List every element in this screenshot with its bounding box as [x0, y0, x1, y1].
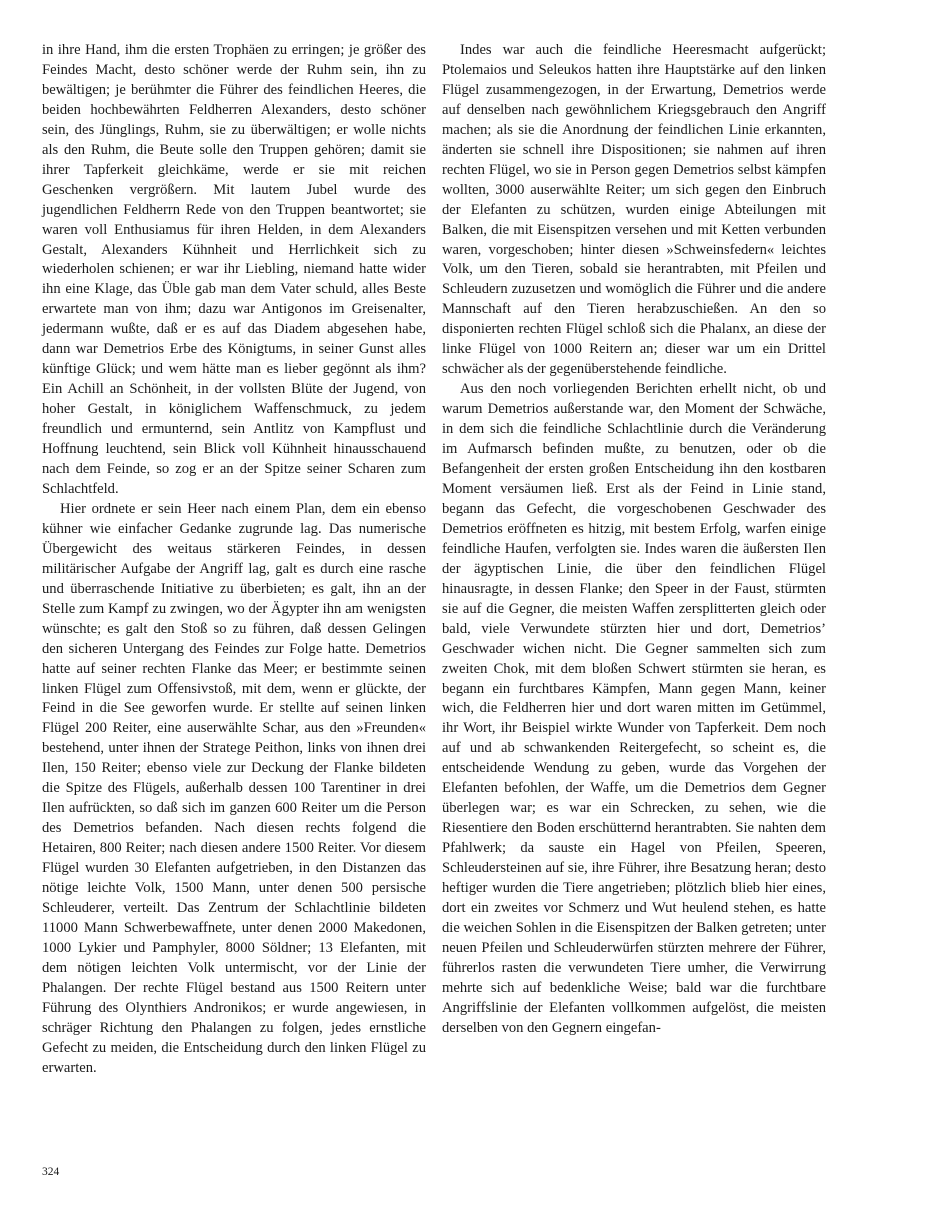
page-number: 324	[42, 1166, 60, 1178]
paragraph: Aus den noch vorliegenden Berichten erhellt nicht, ob und warum Demetrios außerstande war, den Moment der Schwäche, in dem sich die feindliche Schlachtlinie durch die Veränderung im Aufmarsch befinden mußte, zu benutzen, oder ob die Befangenheit der ersten großen Entscheidung ihn den kostbaren Moment versäumen ließ. Erst als der Feind in Linie stand, begann das Gefecht, die vorgeschobenen Geschwader des Demetrios eröffneten es hitzig, mit bestem Erfolg, warfen einige feindliche Haufen, verfolgten sie. Indes waren die äußersten Ilen der ägyptischen Linie, die über den feindlichen Flügel hinausragte, in dessen Flanke; den Speer in der Faust, stürmten sie auf die Gegner, die meisten Waffen zersplitterten gleich oder bald, viele Verwundete stürzten hier und dort, Demetrios’ Geschwader wichen nicht. Die Gegner sammelten sich zum zweiten Chok, mit dem bloßen Schwert stürmten sie heran, es begann ein furchtbares Kämpfen, Mann gegen Mann, keiner wich, die Feldherren hier und dort waren mitten im Getümmel, ihr Wort, ihr Beispiel wirkte Wunder von Tapferkeit. Dem noch auf und ab schwankenden Reitergefecht, so scheint es, die entscheidende Wendung zu geben, wurde das Vorgehen der Elefanten befohlen, der Waffe, um die Demetrios dem Gegner überlegen war; es war ein Schrecken, zu sehen, wie die Riesentiere den Boden erschütternd herantrabten. Sie nahten dem Pfahlwerk; da sauste ein Hagel von Pfeilen, Speeren, Schleudersteinen auf sie, ihre Führer, ihre Besatzung heran; desto heftiger wurden die Tiere angetrieben; plötzlich blieb hier eines, dort ein zweites vor Schmerz und Wut heulend stehen, es hatte die weichen Sohlen in die Eisenspitzen der Balken getreten; unter neuen Pfeilen und Schleuderwürfen stürzten mehrere der Führer, führerlos rasten die verwundeten Tiere umher, die Verwirrung mehrte sich auf bedenkliche Weise; bald war die furchtbare Angriffslinie der Elefanten vollkommen aufgelöst, die meisten derselben von den Gegnern eingefan-	[442, 381, 826, 1036]
left-column	[42, 41, 426, 1079]
paragraph: in ihre Hand, ihm die ersten Trophäen zu erringen; je größer des Feindes Macht, desto schöner werde der Ruhm sein, ihn zu bewältigen; je berühmter die Führer des feindlichen Heeres, die beiden hochbewährten Feldherren Alexanders, desto schöner sein, des Jünglings, Ruhm, sie zu überwältigen; er wolle nichts als den Ruhm, die Beute solle den Truppen gehören; damit sie ihrer Tapferkeit gleichkäme, werde er sie mit reichen Geschenken vergrößern. Mit lautem Jubel wurde des jugendlichen Feldherrn Rede von den Truppen beantwortet; sie waren voll Enthusiamus für ihren Helden, in dem Alexanders Gestalt, Alexanders Kühnheit und Herrlichkeit sich zu wiederholen schienen; er war ihr Liebling, niemand hatte wider ihn eine Klage, das Üble gab man dem Vater schuld, alles Beste erwartete man von ihm; dazu war Antigonos im Greisenalter, jedermann wußte, daß er es auf das Diadem abgesehen habe, dann war Demetrios Erbe des Königtums, in seiner Gunst alles künftige Glück; und wem hätte man es lieber gegönnt als ihm? Ein Achill an Schönheit, in der vollsten Blüte der Jugend, von hoher Gestalt, in königlichem Waffenschmuck, zu jedem freundlich und ermunternd, sein Antlitz von Kampflust und Hoffnung leuchtend, sein Blick voll Kühnheit hinausschauend nach dem Feinde, so zog er an der Spitze seiner Scharen zum Schlachtfeld.	[42, 42, 426, 497]
paragraph: Indes war auch die feindliche Heeresmacht aufgerückt; Ptolemaios und Seleukos hatten ihre Hauptstärke auf den linken Flügel zusammengezogen, in der Erwartung, Demetrios werde auf denselben nach gewöhnlichem Kriegsgebrauch den Angriff machen; als sie die Anordnung der feindlichen Linie erkannten, änderten sie schnell ihre Dispositionen; sie nahmen auf ihren rechten Flügel, wo sie in Person gegen Demetrios selbst kämpfen wollten, 3000 auserwählte Reiter; um sich gegen den Einbruch der Elefanten zu schützen, wurden einige Abteilungen mit Balken, die mit Eisenspitzen versehen und mit Ketten verbunden waren, vorgeschoben; hinter diesen »Schweinsfedern« leichtes Volk, um den Tieren, sobald sie herantrabten, mit Pfeilen und Schleudern zuzusetzen und womöglich die Führer und die andere Mannschaft auf den Tieren herabzuschießen. An den so disponierten rechten Flügel schloß sich die Phalanx, an diese der linke Flügel von 1000 Reitern an; dieser war um ein Drittel schwächer als der gegenüberstehende feindliche.	[442, 42, 826, 378]
right-column	[442, 41, 826, 1039]
paragraph: Hier ordnete er sein Heer nach einem Plan, dem ein ebenso kühner wie einfacher Gedanke zugrunde lag. Das numerische Übergewicht des weitaus stärkeren Feindes, in dessen militärischer Aufgabe der Angriff lag, galt es durch eine rasche und überraschende Initiative zu überbieten; es galt, ihn an der Stelle zum Kampf zu zwingen, wo der Ägypter ihn am wenigsten wünschte; es galt den Stoß so zu führen, daß dessen Gelingen den sicheren Untergang des Feindes zur Folge hatte. Demetrios hatte auf seiner rechten Flanke das Meer; er bestimmte seinen linken Flügel zum Offensivstoß, mit dem, wenn er glückte, der Feind in die See geworfen wurde. Er stellte auf seinen linken Flügel 200 Reiter, eine auserwählte Schar, aus den »Freunden« bestehend, unter ihnen der Stratege Peithon, links von ihnen drei Ilen, 150 Reiter; ebenso viele zur Deckung der Flanke bildeten die Spitze des Flügels, außerhalb dessen 100 Tarentiner in drei Ilen aufrückten, so daß sich im ganzen 600 Reiter um die Person des Demetrios befanden. Nach diesen rechts folgend die Hetairen, 800 Reiter; nach diesen andere 1500 Reiter. Vor diesem Flügel wurden 30 Elefanten aufgetrieben, in den Distanzen das nötige leichte Volk, 1500 Mann, unter denen 500 persische Schleuderer, verteilt. Das Zentrum der Schlachtlinie bildeten 11000 Mann Schwerbewaffnete, unter denen 2000 Makedonen, 1000 Lykier und Pamphyler, 8000 Söldner; 13 Elefanten, mit dem nötigen leichten Volk untermischt, vor der Linie der Phalangen. Der rechte Flügel bestand aus 1500 Reitern unter Führung des Olynthiers Andronikos; er wurde angewiesen, in schräger Richtung den Phalangen zu folgen, jedes ernstliche Gefecht zu meiden, die Entscheidung durch den linken Flügel zu erwarten.	[42, 500, 426, 1076]
